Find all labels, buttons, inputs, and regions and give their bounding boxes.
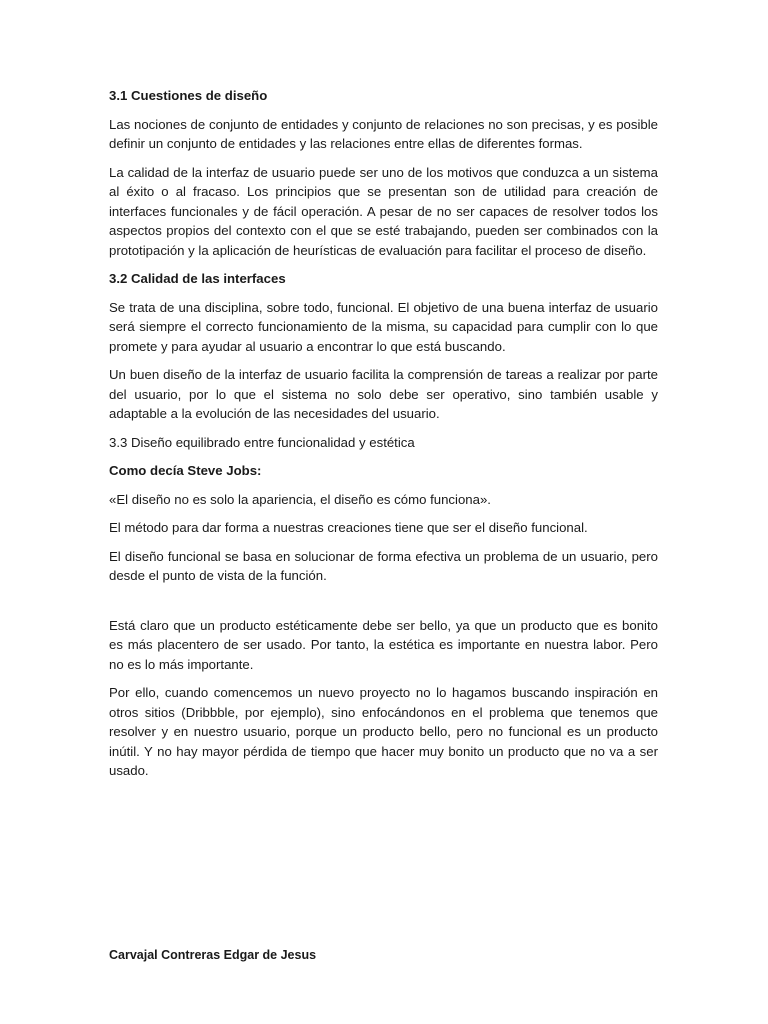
section-3-3-paragraph-1: El método para dar forma a nuestras creaciones tiene que ser el diseño funcional. — [109, 520, 588, 535]
section-3-2-paragraph-1: Se trata de una disciplina, sobre todo, funcional. El objetivo de una buena interfaz de usuario será siempre el correcto funcionamiento de la misma, su capacidad para cumplir con lo que promete y para ayudar al usuario a encontrar lo que está buscando. — [109, 299, 658, 354]
section-3-3-subtitle: Como decía Steve Jobs: — [109, 463, 262, 478]
section-3-3-paragraph-3: Está claro que un producto estéticamente debe ser bello, ya que un producto que es bonito es más placentero de ser usado. Por tanto, la estética es importante en nuestra labor. Pero no es lo más importante. — [109, 617, 658, 672]
section-3-1-paragraph-1: Las nociones de conjunto de entidades y conjunto de relaciones no son precisas, y es posible definir un conjunto de entidades y las relaciones entre ellas de diferentes formas. — [109, 116, 658, 151]
section-3-3-title: 3.3 Diseño equilibrado entre funcionalidad y estética — [109, 434, 415, 450]
section-3-1-title: 3.1 Cuestiones de diseño — [109, 88, 268, 103]
footer-author: Carvajal Contreras Edgar de Jesus — [109, 948, 317, 962]
section-3-3-paragraph-2: El diseño funcional se basa en solucionar de forma efectiva un problema de un usuario, pero desde el punto de vista de la función. — [109, 548, 658, 583]
blank-line — [109, 595, 658, 616]
section-3-2-title: 3.2 Calidad de las interfaces — [109, 271, 286, 286]
section-3-2-paragraph-2: Un buen diseño de la interfaz de usuario facilita la comprensión de tareas a realizar por parte del usuario, por lo que el sistema no solo debe ser operativo, sino también usable y adaptable a la evolución de las necesidades del usuario. — [109, 367, 658, 421]
section-3-1-paragraph-2: La calidad de la interfaz de usuario puede ser uno de los motivos que conduzca a un sistema al éxito o al fracaso. Los principios que se presentan son de utilidad para creación de interfaces funcionales y de fácil operación. A pesar de no ser capaces de resolver todos los aspectos propios del contexto con el que se esté trabajando, pueden ser combinados con la prototipación y la aplicación de heurísticas de evaluación para facilitar el proceso de diseño. — [109, 164, 658, 258]
steve-jobs-quote: «El diseño no es solo la apariencia, el diseño es cómo funciona». — [109, 491, 491, 507]
document-page — [109, 86, 658, 790]
section-3-3-paragraph-4: Por ello, cuando comencemos un nuevo proyecto no lo hagamos buscando inspiración en otros sitios (Dribbble, por ejemplo), sino enfocándonos en el problema que tenemos que resolver y en nuestro usuario, porque un producto bello, pero no funcional es un producto inútil. Y no hay mayor pérdida de tiempo que hacer muy bonito un producto que no va a ser usado. — [109, 685, 658, 778]
